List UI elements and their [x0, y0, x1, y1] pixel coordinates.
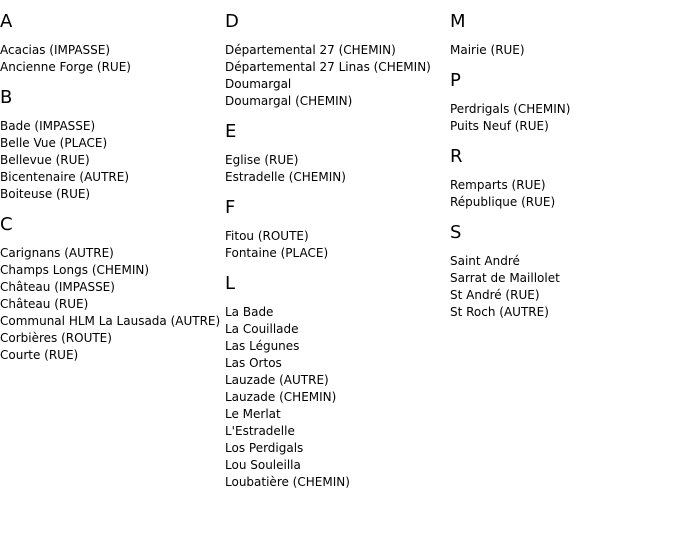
section-l — [225, 273, 450, 491]
street-item[interactable]: Bellevue (RUE) — [0, 153, 90, 167]
street-item[interactable]: Corbières (ROUTE) — [0, 331, 112, 345]
section-b — [0, 87, 225, 203]
street-list — [0, 245, 225, 364]
street-index-column-3 — [450, 0, 675, 321]
street-item[interactable]: Eglise (RUE) — [225, 153, 299, 167]
street-list — [225, 304, 450, 491]
street-item[interactable]: Saint André — [450, 254, 520, 268]
section-e — [225, 121, 450, 186]
street-item[interactable]: Acacias (IMPASSE) — [0, 43, 111, 57]
street-item[interactable]: Doumargal — [225, 77, 292, 91]
section-p — [450, 70, 675, 135]
street-item[interactable]: Los Perdigals — [225, 441, 304, 455]
street-item[interactable]: Lou Souleilla — [225, 458, 301, 472]
street-item[interactable]: L'Estradelle — [225, 424, 295, 438]
street-item[interactable]: Départemental 27 (CHEMIN) — [225, 43, 396, 57]
street-item[interactable]: Lauzade (CHEMIN) — [225, 390, 337, 404]
street-list — [225, 152, 450, 186]
street-item[interactable]: Doumargal (CHEMIN) — [225, 94, 353, 108]
street-item[interactable]: Sarrat de Maillolet — [450, 271, 560, 285]
section-a — [0, 11, 225, 76]
street-index-column-1 — [0, 0, 225, 364]
street-item[interactable]: Estradelle (CHEMIN) — [225, 170, 346, 184]
section-c — [0, 214, 225, 364]
street-item[interactable]: Carignans (AUTRE) — [0, 246, 114, 260]
street-item[interactable]: Château (RUE) — [0, 297, 89, 311]
street-item[interactable]: Communal HLM La Lausada (AUTRE) — [0, 314, 221, 328]
street-list — [225, 42, 450, 110]
section-letter: E — [225, 121, 237, 142]
section-letter: R — [450, 146, 463, 167]
section-s — [450, 222, 675, 321]
section-r — [450, 146, 675, 211]
street-item[interactable]: Las Ortos — [225, 356, 282, 370]
street-item[interactable]: La Bade — [225, 305, 274, 319]
street-item[interactable]: St André (RUE) — [450, 288, 540, 302]
section-letter: A — [0, 11, 13, 32]
section-f — [225, 197, 450, 262]
section-letter: P — [450, 70, 461, 91]
street-item[interactable]: St Roch (AUTRE) — [450, 305, 549, 319]
street-item[interactable]: Champs Longs (CHEMIN) — [0, 263, 150, 277]
section-letter: L — [225, 273, 236, 294]
street-list — [0, 42, 225, 76]
section-letter: C — [0, 214, 13, 235]
street-item[interactable]: Ancienne Forge (RUE) — [0, 60, 131, 74]
street-item[interactable]: République (RUE) — [450, 195, 556, 209]
section-letter: D — [225, 11, 239, 32]
street-item[interactable]: Bade (IMPASSE) — [0, 119, 96, 133]
street-list — [225, 228, 450, 262]
section-letter: F — [225, 197, 236, 218]
street-list — [450, 253, 675, 321]
street-list — [0, 118, 225, 203]
street-item[interactable]: Le Merlat — [225, 407, 281, 421]
section-letter: B — [0, 87, 13, 108]
street-item[interactable]: Bicentenaire (AUTRE) — [0, 170, 130, 184]
street-index-column-2 — [225, 0, 450, 491]
street-item[interactable]: La Couillade — [225, 322, 299, 336]
section-letter: M — [450, 11, 466, 32]
street-item[interactable]: Remparts (RUE) — [450, 178, 546, 192]
street-item[interactable]: Mairie (RUE) — [450, 43, 525, 57]
street-list — [450, 101, 675, 135]
street-item[interactable]: Puits Neuf (RUE) — [450, 119, 549, 133]
street-item[interactable]: Boiteuse (RUE) — [0, 187, 91, 201]
street-item[interactable]: Fitou (ROUTE) — [225, 229, 309, 243]
street-item[interactable]: Départemental 27 Linas (CHEMIN) — [225, 60, 431, 74]
street-item[interactable]: Belle Vue (PLACE) — [0, 136, 108, 150]
street-item[interactable]: Château (IMPASSE) — [0, 280, 115, 294]
street-item[interactable]: Lauzade (AUTRE) — [225, 373, 329, 387]
section-d — [225, 11, 450, 110]
section-m — [450, 11, 675, 59]
street-item[interactable]: Las Légunes — [225, 339, 300, 353]
street-item[interactable]: Perdrigals (CHEMIN) — [450, 102, 571, 116]
street-item[interactable]: Loubatière (CHEMIN) — [225, 475, 350, 489]
street-list — [450, 42, 675, 59]
street-list — [450, 177, 675, 211]
street-item[interactable]: Courte (RUE) — [0, 348, 79, 362]
street-item[interactable]: Fontaine (PLACE) — [225, 246, 329, 260]
section-letter: S — [450, 222, 462, 243]
